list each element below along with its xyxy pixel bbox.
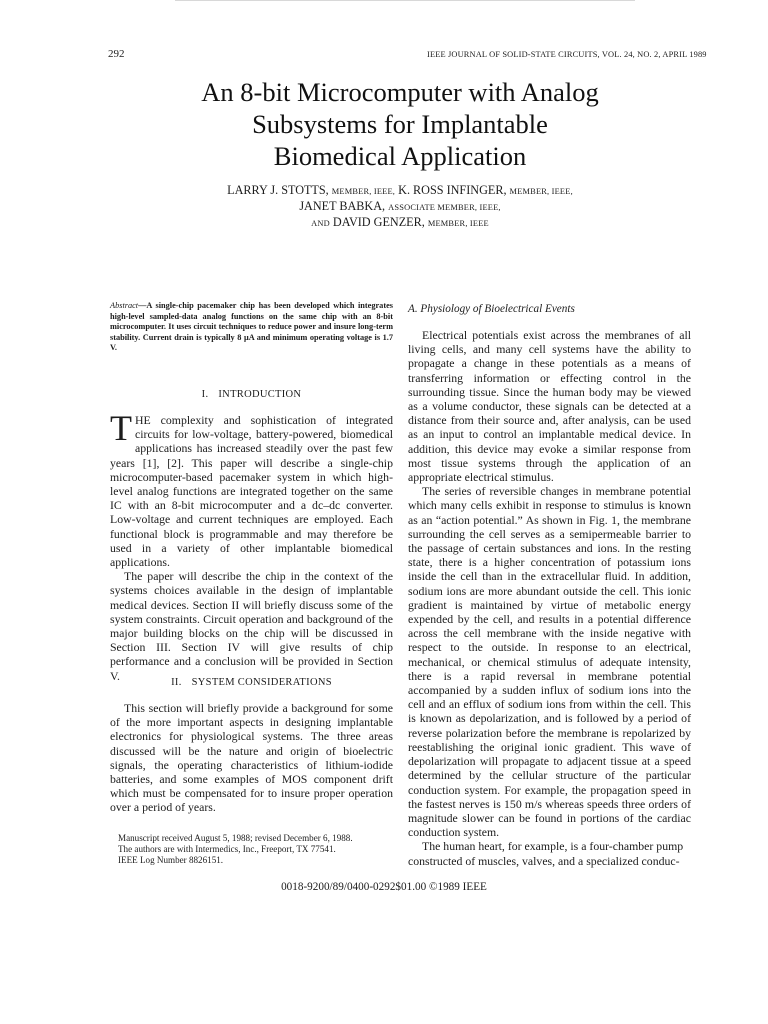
system-considerations-body: [110, 701, 393, 815]
author-membership: MEMBER, IEEE: [427, 219, 489, 228]
footnote: [118, 833, 408, 865]
abstract: [110, 301, 393, 354]
section-heading-introduction: [110, 389, 393, 400]
paragraph: The series of reversible changes in membrane potential which many cells exhibit in response to stimulus is known as an “action potential.” As shown in Fig. 1, the membrane surrounding the cell serves as a semipermeable barrier to the passage of certain substances and ions. In the resting state, there is a higher concentration of potassium ions inside the cell than in the extracellular fluid. In addition, sodium ions are more abundant outside the cell. This ionic gradient is maintained by virtue of metabolic energy expended by the cell, and results in a potential difference across the cell membrane with the inside negative with respect to the outside. In response to an electrical, mechanical, or chemical stimulus of adequate intensity, there is a rapid reversal in membrane potential accompanied by a sudden influx of sodium ions into the cell and an efflux of sodium ions from within the cell. This is known as depolarization, and is followed by a period of reverse polarization before the membrane is repolarized by reestablishing the original ionic gradient. This wave of depolarization will propagate to adjacent tissue at a speed determined by the cellular structure of the particular conduction system. For example, the propagation speed in the fastest nerves is 150 m/s whereas speeds three orders of magnitude slower can be found in portions of the cardiac conduction system.: [408, 484, 691, 840]
author-line: [150, 215, 650, 231]
author-list: [150, 183, 650, 231]
footnote-line: IEEE Log Number 8826151.: [118, 854, 224, 865]
author-line: [150, 183, 650, 199]
abstract-text: —A single-chip pacemaker chip has been developed which integrates high-level sampled-data analog functions on the same chip with an 8-bit microcomputer. It uses circuit techniques to reduce power and insure long-term stability. Current drain is typically 8 μA and minimum operating voltage is 1.7 V.: [110, 301, 393, 353]
author-membership: MEMBER, IEEE,: [509, 187, 573, 196]
author-conjunction: AND: [311, 219, 330, 228]
paper-title: [150, 76, 650, 172]
paragraph: This section will briefly provide a background for some of the more important aspects in designing implantable electronics for physiological systems. The three areas discussed will be the nature and origin of bioelectric signals, the operating characteristics of lithium-iodide batteries, and some examples of MOS component drift which must be compensated for to insure proper operation over a period of years.: [110, 701, 393, 815]
paragraph: Electrical potentials exist across the membranes of all living cells, and many cell systems have the ability to propagate a change in these potentials as a means of transferring information or effecting control in the surrounding tissue. Since the human body may be viewed as a volume conductor, these signals can be detected at a distance from their source and, after analysis, can be used as an input to control an implantable medical device. In addition, this device may evoke a similar response from most tissue systems through the application of an appropriate electrical stimulus.: [408, 328, 691, 485]
section-title: SYSTEM CONSIDERATIONS: [191, 677, 332, 688]
paragraph: The human heart, for example, is a four-chamber pump constructed of muscles, valves, and a specialized conduc-: [408, 839, 684, 868]
author-membership: ASSOCIATE MEMBER, IEEE,: [388, 203, 501, 212]
paragraph: [110, 408, 393, 570]
section-number: II.: [171, 677, 182, 688]
copyright-line: 0018-9200/89/0400-0292$01.00 ©1989 IEEE: [281, 881, 487, 893]
paragraph: The paper will describe the chip in the context of the systems choices available in the design of implantable medical devices. Section II will briefly discuss some of the system constraints. Circuit operation and background of the major building blocks on the chip will be discussed in Section III. Section IV will give results of chip performance and a conclusion will be provided in Section V.: [110, 569, 393, 683]
title-line: An 8-bit Microcomputer with Analog: [201, 77, 599, 107]
abstract-label: Abstract: [110, 301, 139, 310]
author-name: DAVID GENZER,: [332, 215, 425, 229]
page-number: 292: [108, 48, 125, 60]
author-membership: MEMBER, IEEE,: [331, 187, 396, 196]
journal-header: IEEE JOURNAL OF SOLID-STATE CIRCUITS, VOL. 24, NO. 2, APRIL 1989: [427, 50, 707, 59]
title-line: Subsystems for Implantable: [252, 109, 548, 139]
author-name: K. ROSS INFINGER,: [398, 183, 507, 197]
footnote-line: Manuscript received August 5, 1988; revised December 6, 1988.: [118, 833, 353, 843]
physiology-body: [408, 328, 691, 868]
author-name: JANET BABKA,: [299, 199, 386, 213]
section-title: INTRODUCTION: [218, 389, 302, 400]
section-number: I.: [201, 389, 209, 400]
paragraph-text: HE complexity and sophistication of integrated circuits for low-voltage, battery-powered, biomedical applications has increased steadily over the past few years [1], [2]. This paper will describe a single-chip microcomputer-based pacemaker system in which high-level analog functions are integrated together on the same IC with an 8-bit microcomputer and a dc–dc converter. Low-voltage and current techniques are employed. Each functional block is programmable and may therefore be used in a variety of other implantable biomedical applications.: [110, 413, 393, 570]
subsection-heading: A. Physiology of Bioelectrical Events: [408, 303, 575, 315]
footnote-line: The authors are with Intermedics, Inc., Freeport, TX 77541.: [118, 843, 336, 854]
section-heading-system-considerations: [110, 677, 393, 688]
drop-cap: T: [110, 408, 132, 448]
title-line: Biomedical Application: [273, 141, 527, 171]
top-rule: [175, 0, 635, 1]
author-line: [150, 199, 650, 215]
author-name: LARRY J. STOTTS,: [227, 183, 329, 197]
introduction-body: [110, 408, 393, 683]
